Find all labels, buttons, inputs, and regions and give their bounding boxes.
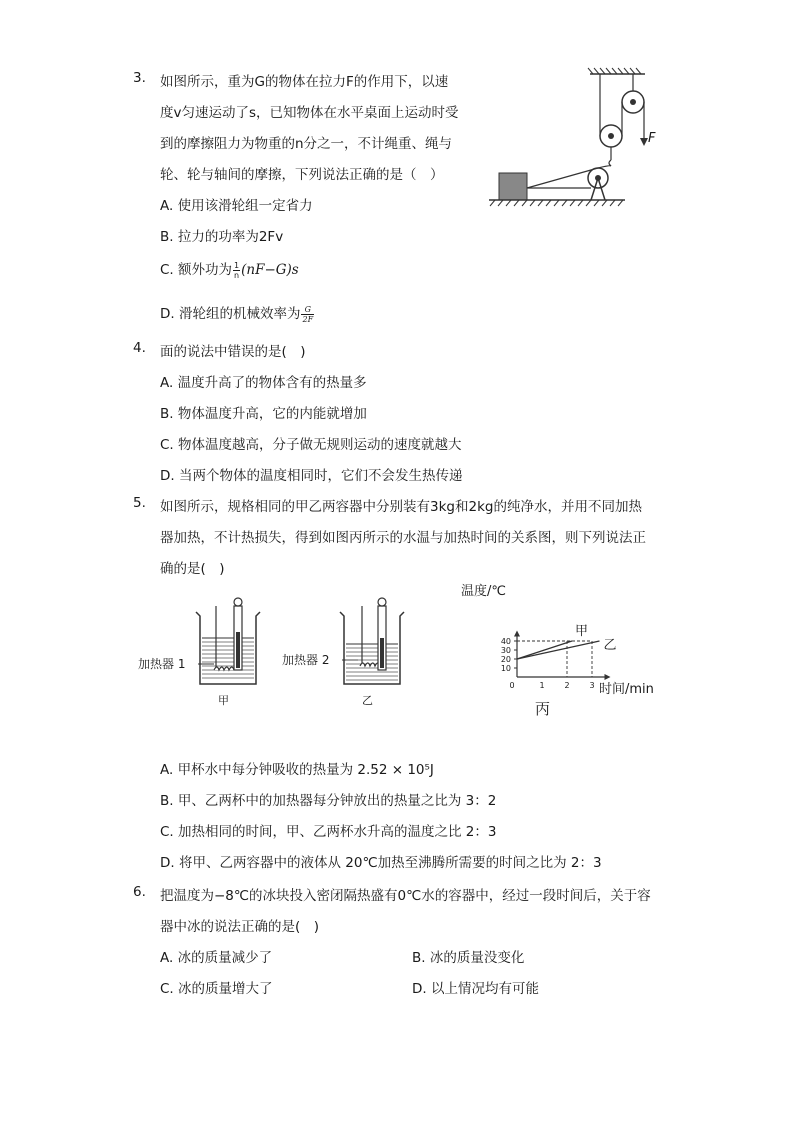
question-5-option-d[interactable]: D. 将甲、乙两容器中的液体从 20℃加热至沸腾所需要的时间之比为 2：3 [160, 855, 602, 871]
question-5-option-c[interactable]: C. 加热相同的时间，甲、乙两杯水升高的温度之比 2：3 [160, 824, 497, 840]
chart-x-tick-label: 1 [539, 681, 545, 690]
chart-y-arrow-icon [514, 631, 520, 637]
chart-x-tick-label: 3 [589, 681, 595, 690]
question-4-option-a[interactable]: A. 温度升高了的物体含有的热量多 [160, 375, 367, 391]
heater-2-label: 加热器 2 [282, 653, 330, 667]
chart-y-tick-label: 10 [500, 664, 511, 673]
question-3-stem-line-4: 轮、轮与轴间的摩擦，下列说法正确的是（ ） [160, 167, 444, 183]
force-arrow-icon [640, 138, 648, 146]
question-4-option-b[interactable]: B. 物体温度升高，它的内能就增加 [160, 406, 367, 422]
option-c-prefix: C. 额外功为 [160, 262, 233, 278]
beaker-yi-label: 乙 [362, 694, 373, 707]
beaker-yi-figure [280, 592, 410, 712]
question-6-stem-line-2: 器中冰的说法正确的是( ) [160, 919, 320, 935]
question-6-number: 6. [133, 884, 146, 900]
question-3-stem-line-3: 到的摩擦阻力为物重的n分之一，不计绳重、绳与 [160, 136, 453, 152]
chart-series-yi-line [517, 641, 600, 659]
question-6-option-b[interactable]: B. 冰的质量没变化 [412, 950, 525, 966]
heater-1-label: 加热器 1 [138, 657, 186, 671]
question-3-option-d[interactable] [160, 302, 315, 324]
chart-series-jia-line [517, 641, 572, 659]
chart-x-arrow-icon [605, 674, 611, 680]
heater-1-coil [214, 667, 234, 670]
chart-x-axis-label: 时间/min [599, 682, 654, 697]
chart-x-tick-label: 0 [509, 681, 515, 690]
question-5-option-b[interactable]: B. 甲、乙两杯中的加热器每分钟放出的热量之比为 3：2 [160, 793, 497, 809]
fraction-1-over-n: $\frac{1}{n}$ [234, 260, 240, 280]
question-4-number: 4. [133, 340, 146, 356]
question-6-option-d[interactable]: D. 以上情况均有可能 [412, 981, 539, 997]
block [499, 173, 527, 200]
beaker-jia-label: 甲 [218, 694, 229, 707]
question-5-option-a[interactable]: A. 甲杯水中每分钟吸收的热量为 2.52 × 10⁵J [160, 762, 434, 778]
option-c-expression: (nF−G)s [241, 262, 299, 278]
chart-figure-label: 丙 [535, 700, 551, 718]
option-d-prefix: D. 滑轮组的机械效率为 [160, 306, 301, 322]
question-4-option-c[interactable]: C. 物体温度越高，分子做无规则运动的速度就越大 [160, 437, 462, 453]
heater-2-coil [360, 663, 380, 666]
question-3-stem-line-1: 如图所示，重为G的物体在拉力F的作用下，以速 [160, 74, 449, 90]
question-3-stem-line-2: 度v匀速运动了s，已知物体在水平桌面上运动时受 [160, 105, 459, 121]
question-6-stem-line-1: 把温度为−8℃的冰块投入密闭隔热盛有0℃水的容器中，经过一段时间后，关于容 [160, 888, 651, 904]
force-label: F [648, 131, 656, 146]
chart-y-tick-label: 40 [500, 637, 511, 646]
question-6-option-c[interactable]: C. 冰的质量增大了 [160, 981, 273, 997]
pulley-system-figure [485, 66, 665, 211]
question-3-option-a[interactable]: A. 使用该滑轮组一定省力 [160, 198, 313, 214]
chart-series-yi-label: 乙 [603, 638, 617, 653]
temperature-time-chart [455, 578, 665, 718]
question-5-number: 5. [133, 495, 146, 511]
question-3-number: 3. [133, 70, 146, 86]
question-5-stem-line-1: 如图所示，规格相同的甲乙两容器中分别装有3kg和2kg的纯净水，并用不同加热 [160, 499, 642, 515]
question-4-option-d[interactable]: D. 当两个物体的温度相同时，它们不会发生热传递 [160, 468, 463, 484]
chart-y-tick-label: 30 [500, 646, 511, 655]
fraction-g-over-2f: $\frac{G}{2F}$ [302, 304, 314, 324]
question-3-option-b[interactable]: B. 拉力的功率为2Fv [160, 229, 284, 245]
question-4-stem: 面的说法中错误的是( ) [160, 344, 306, 360]
beaker-jia-figure [136, 592, 266, 712]
question-5-stem-line-3: 确的是( ) [160, 561, 225, 577]
chart-series-jia-label: 甲 [575, 624, 589, 639]
question-5-stem-line-2: 器加热，不计热损失，得到如图丙所示的水温与加热时间的关系图，则下列说法正 [160, 530, 646, 546]
question-3-option-c[interactable] [160, 258, 299, 280]
chart-y-tick-label: 20 [500, 655, 511, 664]
chart-x-tick-label: 2 [564, 681, 570, 690]
question-6-option-a[interactable]: A. 冰的质量减少了 [160, 950, 273, 966]
chart-y-axis-label: 温度/℃ [461, 584, 506, 599]
